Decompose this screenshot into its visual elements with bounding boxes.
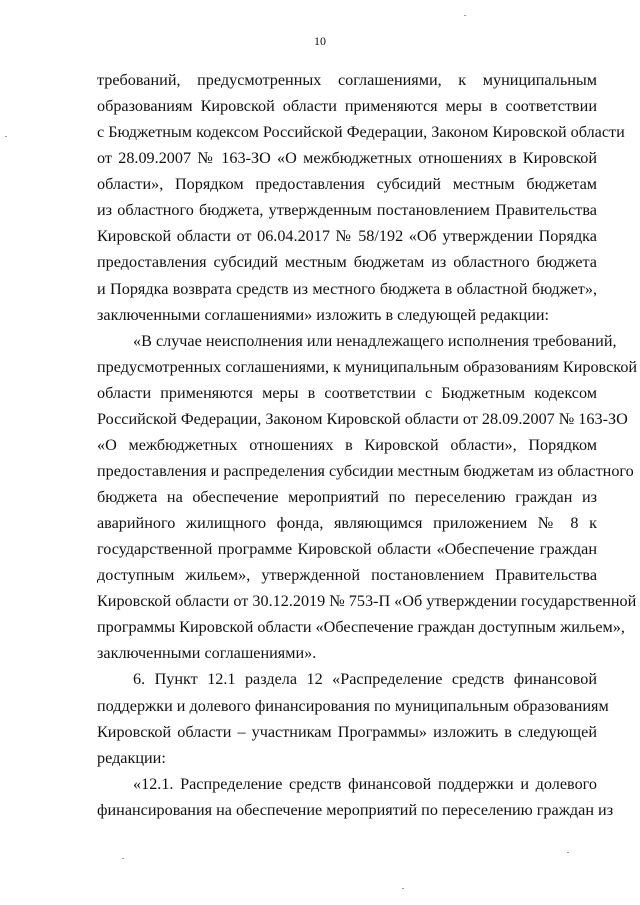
scan-speck xyxy=(402,888,404,889)
text-line: области», Порядком предоставления субсидий местным бюджетам xyxy=(97,175,597,194)
text-line: требований, предусмотренных соглашениями, к муниципальным xyxy=(97,71,597,89)
text-line: финансирования на обеспечение мероприятий по переселению граждан из xyxy=(97,800,614,819)
text-line: программы Кировской области «Обеспечение граждан доступным жильем», xyxy=(97,618,625,637)
text-line: области применяются меры в соответствии с Бюджетным кодексом xyxy=(97,383,597,402)
text-line: Кировской области от 30.12.2019 № 753-П «Об утверждении государственной xyxy=(97,592,637,611)
text-line: государственной программе Кировской области «Обеспечение граждан xyxy=(97,540,597,559)
scan-speck xyxy=(5,136,7,137)
text-line: предоставления и распределения субсидии местным бюджетам из областного xyxy=(97,461,634,480)
text-line: предоставления субсидий местным бюджетам из областного бюджета xyxy=(97,253,597,272)
text-line: доступным жильем», утвержденной постановлением Правительства xyxy=(97,566,597,585)
text-line: поддержки и долевого финансирования по муниципальным образованиям xyxy=(97,696,609,715)
page-number: 10 xyxy=(314,34,326,48)
text-line: с Бюджетным кодексом Российской Федерации, Законом Кировской области xyxy=(97,123,625,142)
text-line: из областного бюджета, утвержденным постановлением Правительства xyxy=(97,201,597,220)
text-line: и Порядка возврата средств из местного бюджета в областной бюджет», xyxy=(97,279,597,298)
text-line: редакции: xyxy=(97,748,166,767)
text-line: предусмотренных соглашениями, к муниципальным образованиям Кировской xyxy=(97,357,638,376)
document-body xyxy=(97,67,638,823)
text-line: заключенными соглашениями» изложить в следующей редакции: xyxy=(97,305,550,324)
text-line: от 28.09.2007 № 163-ЗО «О межбюджетных отношениях в Кировской xyxy=(97,149,597,168)
text-line: Кировской области – участникам Программы» изложить в следующей xyxy=(97,722,597,741)
scan-speck xyxy=(122,858,124,859)
text-line: аварийного жилищного фонда, являющимся приложением № 8 к xyxy=(97,514,597,533)
text-line: образованиям Кировской области применяются меры в соответствии xyxy=(97,97,597,116)
scan-speck xyxy=(464,15,466,16)
scan-speck xyxy=(567,852,569,853)
text-line: Российской Федерации, Законом Кировской области от 28.09.2007 № 163-ЗО xyxy=(97,409,628,428)
text-line: бюджета на обеспечение мероприятий по переселению граждан из xyxy=(97,488,597,506)
text-line: «О межбюджетных отношениях в Кировской области», Порядком xyxy=(97,435,597,454)
paragraph-start: «В случае неисполнения или ненадлежащего исполнения требований, xyxy=(133,331,617,350)
text-line: заключенными соглашениями». xyxy=(97,644,317,663)
paragraph-start: 6. Пункт 12.1 раздела 12 «Распределение средств финансовой xyxy=(133,670,597,689)
paragraph-start: «12.1. Распределение средств финансовой поддержки и долевого xyxy=(133,774,597,793)
text-line: Кировской области от 06.04.2017 № 58/192 «Об утверждении Порядка xyxy=(97,227,597,246)
